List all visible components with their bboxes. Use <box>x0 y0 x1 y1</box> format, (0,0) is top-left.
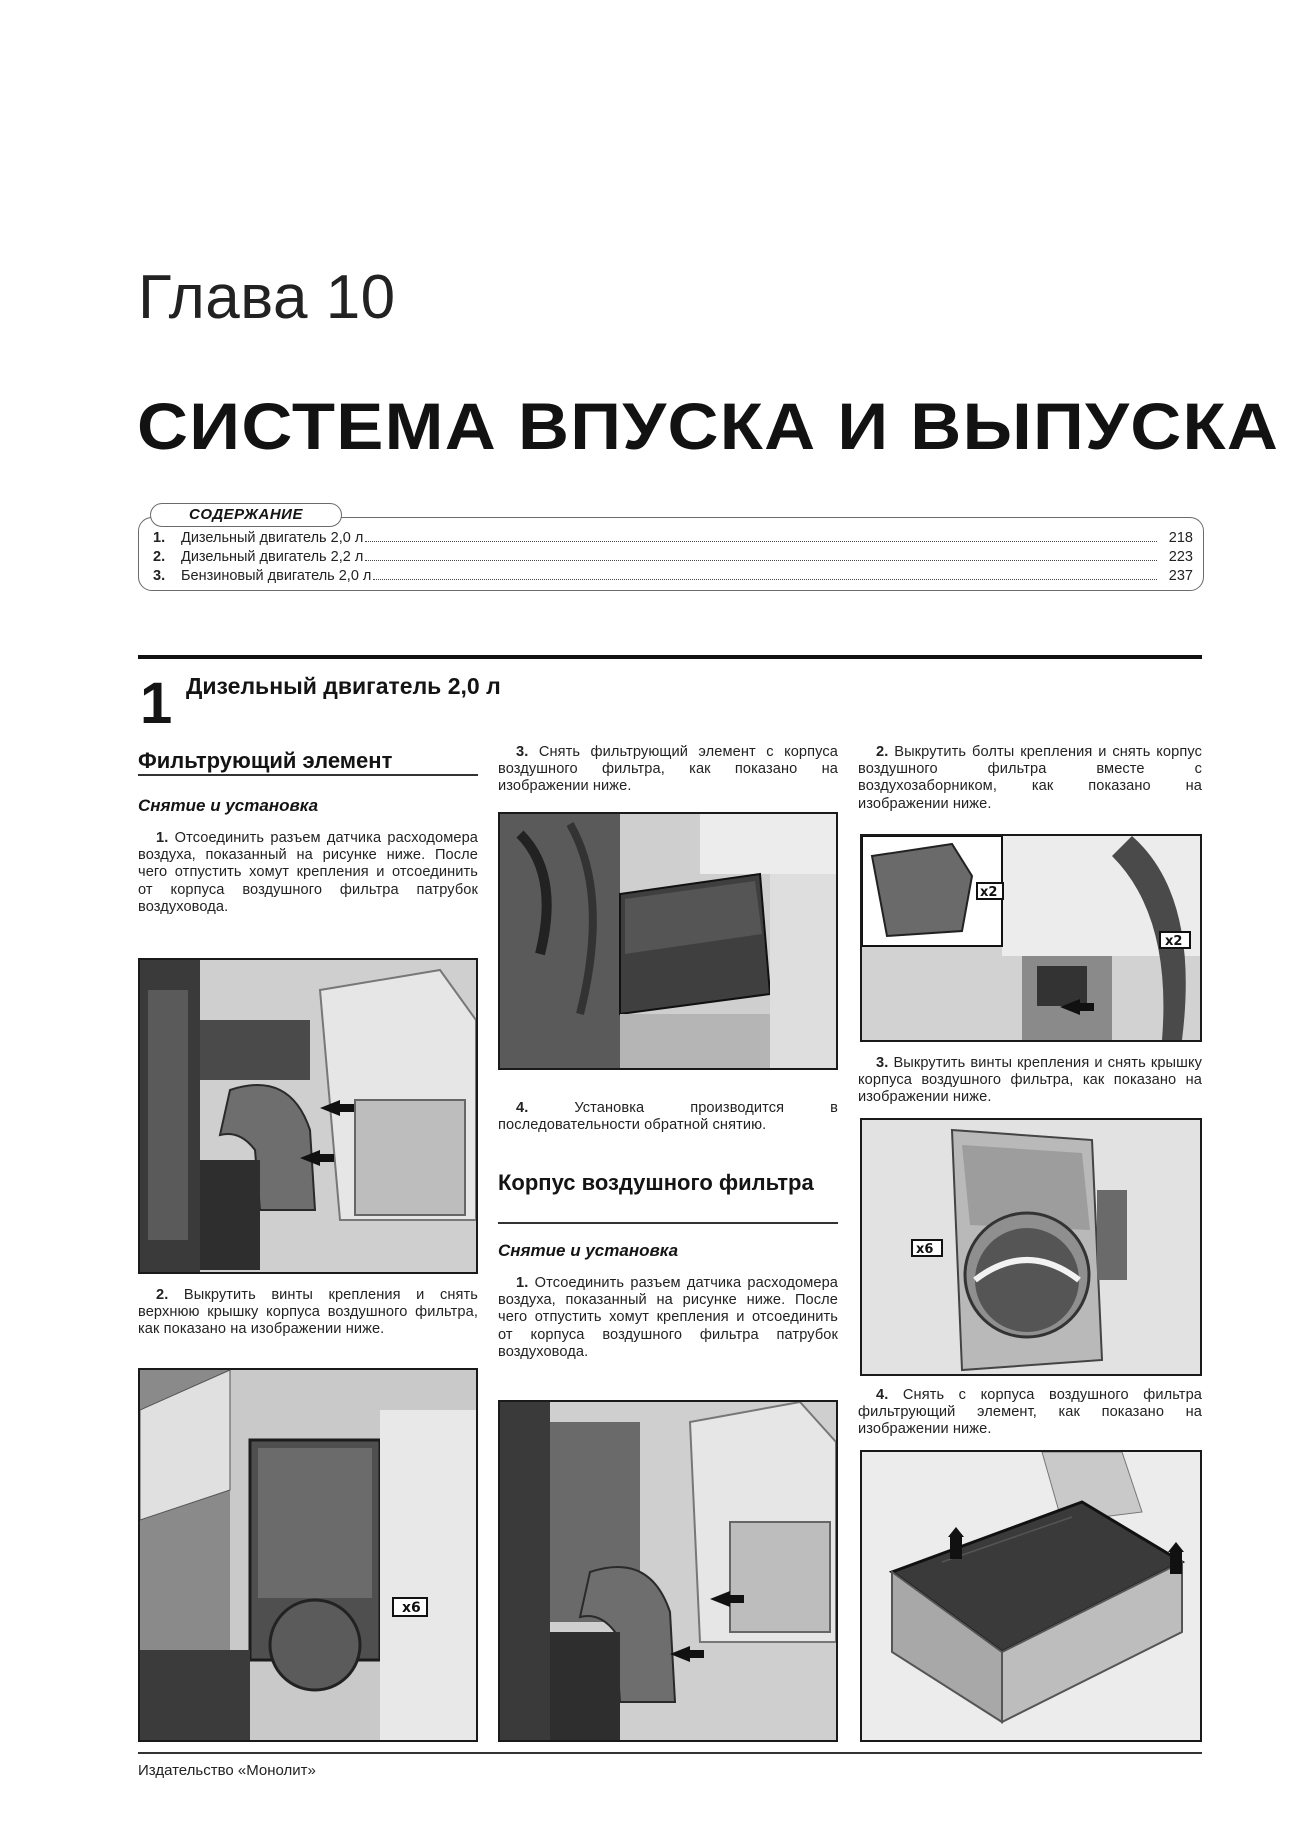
step-number: 1. <box>156 830 169 846</box>
step-text: Снять фильтрующий элемент с корпуса воздушного фильтра, как показано на изображении ниже. <box>498 744 839 795</box>
section-number: 1 <box>140 671 173 736</box>
toc-item-page: 223 <box>1168 549 1193 565</box>
step-text: Выкрутить винты крепления и снять верхнюю крышку корпуса воздушного фильтра, как показано на изображении ниже. <box>138 1287 478 1338</box>
figure-filter-element-housing <box>860 1450 1202 1742</box>
col1-subheading: Снятие и установка <box>138 796 319 815</box>
toc-leader-dots <box>373 579 1157 580</box>
col2-step3 <box>498 744 838 796</box>
toc-leader-dots <box>365 541 1157 542</box>
footer-rule <box>138 1752 1202 1754</box>
toc-item-num: 1. <box>153 530 166 546</box>
figure-callout: x6 <box>916 1242 934 1257</box>
step-number: 1. <box>516 1275 529 1291</box>
figure-housing-sensor <box>498 1400 838 1742</box>
figure-housing-bolts <box>860 834 1202 1042</box>
footer-publisher: Издательство «Монолит» <box>138 1762 316 1779</box>
toc-item <box>153 549 1193 567</box>
figure-housing-cover-screws <box>860 1118 1202 1376</box>
step-text: Выкрутить винты крепления и снять крышку корпуса воздушного фильтра, как показано на изображении ниже. <box>858 1055 1203 1106</box>
toc-item-page: 218 <box>1168 530 1193 546</box>
figure-filter-element-removal <box>498 812 838 1070</box>
step-text: Отсоединить разъем датчика расходомера воздуха, показанный на рисунке ниже. После чего отпустить хомут крепления и отсоединить от корпуса воздушного фильтра патрубок воздуховода. <box>138 830 478 915</box>
toc-item <box>153 530 1193 548</box>
col2-subheading: Снятие и установка <box>498 1241 679 1260</box>
col3-step2 <box>858 744 1202 813</box>
col2-heading: Корпус воздушного фильтра <box>498 1170 814 1195</box>
col3-step3 <box>858 1055 1202 1107</box>
chapter-title: СИСТЕМА ВПУСКА И ВЫПУСКА <box>137 389 1280 463</box>
figure-callout: x2 <box>980 885 998 900</box>
step-number: 2. <box>876 744 889 760</box>
col1-step2 <box>138 1287 478 1339</box>
chapter-label: Глава 10 <box>138 263 396 332</box>
step-text: Отсоединить разъем датчика расходомера воздуха, показанный на рисунке ниже. После чего отпустить хомут крепления и отсоединить от корпуса воздушного фильтра патрубок воздуховода. <box>498 1275 838 1360</box>
col2-step1 <box>498 1275 838 1361</box>
section-title: Дизельный двигатель 2,0 л <box>186 673 501 699</box>
figure-filter-cover-screws <box>138 1368 478 1742</box>
step-number: 3. <box>516 744 529 760</box>
step-number: 4. <box>876 1387 889 1403</box>
step-number: 3. <box>876 1055 889 1071</box>
toc-item <box>153 568 1193 586</box>
figure-callout: x2 <box>1165 934 1183 949</box>
toc-leader-dots <box>365 560 1157 561</box>
col1-heading-rule <box>138 774 478 776</box>
col1-step1 <box>138 830 478 916</box>
section-rule <box>138 655 1202 659</box>
toc-item-text: Дизельный двигатель 2,0 л <box>181 530 364 546</box>
col1-heading: Фильтрующий элемент <box>138 748 393 773</box>
figure-mass-airflow-sensor <box>138 958 478 1274</box>
step-text: Выкрутить болты крепления и снять корпус воздушного фильтра вместе с воздухозаборником, как показано на изображении ниже. <box>858 744 1202 812</box>
step-number: 2. <box>156 1287 169 1303</box>
toc-item-num: 3. <box>153 568 166 584</box>
toc-item-page: 237 <box>1168 568 1193 584</box>
figure-callout: x6 <box>402 1600 421 1616</box>
step-text: Снять с корпуса воздушного фильтра фильтрующий элемент, как показано на изображении ниже. <box>858 1387 1203 1438</box>
toc-item-text: Бензиновый двигатель 2,0 л <box>181 568 372 584</box>
col2-step4 <box>498 1100 838 1134</box>
step-text: Установка производится в последовательности обратной снятию. <box>498 1100 838 1134</box>
toc-item-text: Дизельный двигатель 2,2 л <box>181 549 364 565</box>
col2-heading-rule <box>498 1222 838 1224</box>
toc-heading: СОДЕРЖАНИЕ <box>150 503 342 527</box>
step-number: 4. <box>516 1100 529 1116</box>
col3-step4 <box>858 1387 1202 1439</box>
toc-item-num: 2. <box>153 549 166 565</box>
